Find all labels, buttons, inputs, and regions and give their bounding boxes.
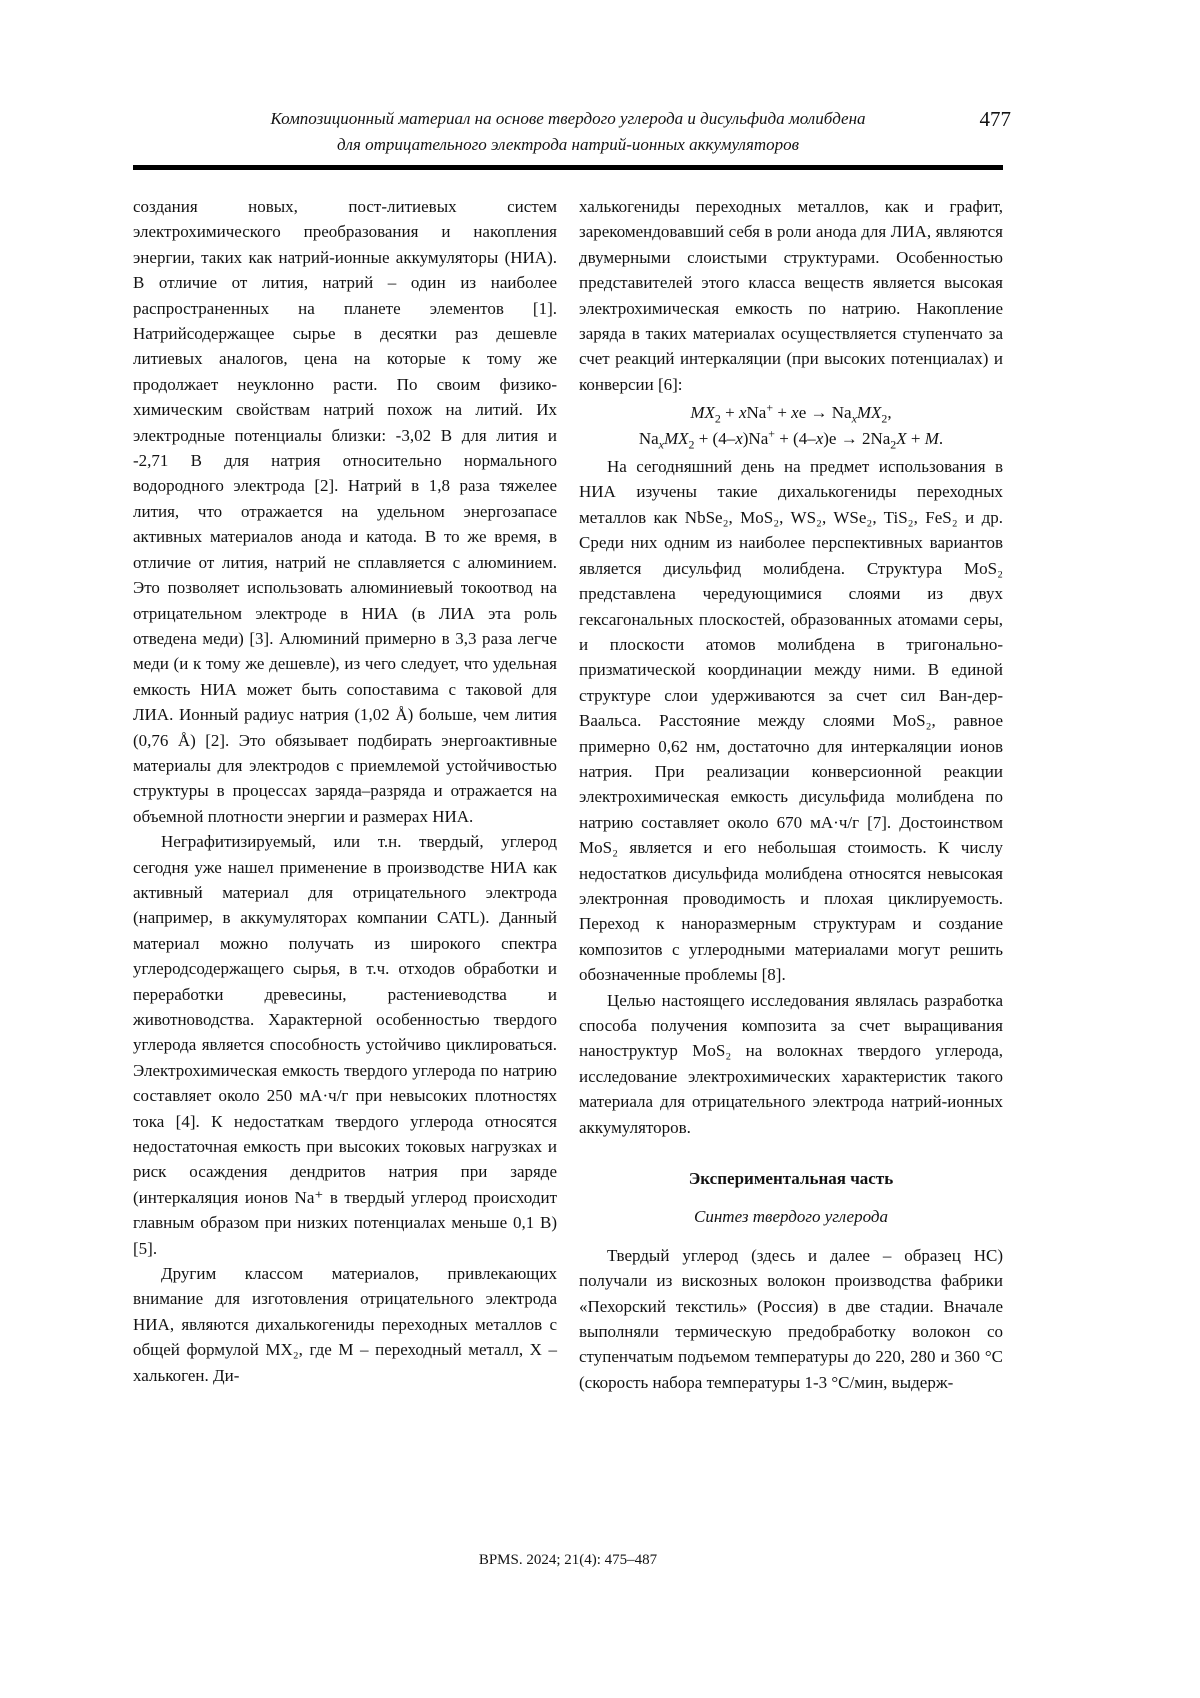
running-title-line1: Композиционный материал на основе твердого углерода и дисульфида молибдена bbox=[270, 109, 866, 128]
running-title bbox=[173, 106, 963, 157]
equation-block bbox=[579, 400, 1003, 451]
subsection-heading: Синтез твердого углерода bbox=[694, 1207, 888, 1227]
left-column bbox=[133, 194, 557, 1395]
paragraph: Целью настоящего исследования являлась разработка способа получения композита за счет выращивания наноструктур MoS₂ на волокнах твердого углерода, исследование электрохимических характеристик такого материала для отрицательного электрода натрий-ионных аккумуляторов. bbox=[579, 990, 1003, 1137]
paragraph: На сегодняшний день на предмет использования в НИА изучены такие дихалькогениды переходных металлов как NbSe₂, MoS₂, WS₂, WSe₂, TiS₂, FeS₂ и др. Среди них одним из наиболее перспективных вариантов является дисульфид молибдена. Структура MoS₂ представлена чередующимися слоями из двух гексагональных плоскостей, образованных атомами серы, и плоскости атомов молибдена в тригонально-призматической координации между ними. В единой структуре слои удерживаются за счет сил Ван-дер-Ваальса. Расстояние между слоями MoS₂, равное примерно 0,62 нм, достаточно для интеркаляции ионов натрия. При реализации конверсионной реакции электрохимическая емкость дисульфида молибдена по натрию составляет около 670 мА·ч/г [7]. Достоинством MoS₂ является и его небольшая стоимость. К числу недостатков дисульфида молибдена относятся невысокая электронная проводимость и плохая циклируемость. Переход к наноразмерным структурам и создание композитов с углеродными материалами могут решить обозначенные проблемы [8]. bbox=[579, 457, 1003, 985]
equation-line: $MX_2 + xNa^+$ + xe → $Na_xMX_2$, bbox=[690, 400, 892, 426]
right-column bbox=[579, 194, 1003, 1395]
paragraph: халькогениды переходных металлов, как и графит, зарекомендовавший себя в роли анода для ЛИА, являются двумерными слоистыми структурами. Особенностью представителей этого класса веществ является высокая электрохимическая емкость по натрию. Накопление заряда в таких материалах осуществляется ступенчато за счет реакций интеркаляции (при высоких потенциалах) и конверсии [6]: bbox=[579, 197, 1003, 394]
running-title-line2: для отрицательного электрода натрий-ионных аккумуляторов bbox=[336, 134, 800, 154]
equation-line: $Na_xMX_2 + (4-x)Na^+ + (4-x)e \to 2Na_2X + M$. bbox=[638, 426, 944, 452]
section-heading: Экспериментальная часть bbox=[688, 1169, 894, 1189]
paragraph: Неграфитизируемый, или т.н. твердый, углерод сегодня уже нашел применение в производстве НИА как активный материал для отрицательного электрода (например, в аккумуляторах компании CATL). Данный материал можно получать из широкого спектра углеродсодержащего сырья, в т.ч. отходов обработки и переработки древесины, растениеводства и животноводства. Характерной особенностью твердого углерода является способность устойчиво циклироваться. Электрохимическая емкость твердого углерода по натрию составляет около 250 мА·ч/г при невысоких плотностях тока [4]. К недостаткам твердого углерода относятся недостаточная емкость при высоких токовых нагрузках и риск осаждения дендритов натрия при заряде (интеркаляция ионов Na⁺ в твердый углерод происходит главным образом при низких потенциалах меньше 0,1 В) [5]. bbox=[133, 832, 557, 1258]
article-body bbox=[133, 194, 1003, 1395]
page-header bbox=[133, 106, 1011, 157]
paragraph: Твердый углерод (здесь и далее – образец HC) получали из вискозных волокон производства фабрики «Пехорский текстиль» (Россия) в две стадии. Вначале выполняли термическую предобработку волокон со ступенчатым подъемом температуры до 220, 280 и 360 °C (скорость набора температуры 1-3 °C/мин, выдерж- bbox=[579, 1245, 1003, 1392]
paragraph: Другим классом материалов, привлекающих внимание для изготовления отрицательного электрода НИА, являются дихалькогениды переходных металлов с общей формулой MX₂, где M – переходный металл, X – халькоген. Ди- bbox=[133, 1264, 557, 1385]
paragraph: создания новых, пост-литиевых систем электрохимического преобразования и накопления энергии, таких как натрий-ионные аккумуляторы (НИА). В отличие от лития, натрий – один из наиболее распространенных на планете элементов [1]. Натрийсодержащее сырье в десятки раз дешевле литиевых аналогов, цена на которые к тому же продолжает неуклонно расти. По своим физико-химическим свойствам натрий похож на литий. Их электродные потенциалы близки: -3,02 В для лития и -2,71 В для натрия относительно нормального водородного электрода [2]. Натрий в 1,8 раза тяжелее лития, что отражается на удельном энергозапасе активных материалов анода и катода. В то же время, в отличие от лития, натрий не сплавляется с алюминием. Это позволяет использовать алюминиевый токоотвод на отрицательном электроде в НИА (в ЛИА эта роль отведена меди) [3]. Алюминий примерно в 3,3 раза легче меди (и к тому же дешевле), из чего следует, что удельная емкость НИА может быть сопоставима с таковой для ЛИА. Ионный радиус натрия (1,02 Å) больше, чем лития (0,76 Å) [2]. Это обязывает подбирать энергоактивные материалы для электродов с приемлемой устойчивостью структуры в процессах заряда–разряда и отражается на объемной плотности энергии и размерах НИА. bbox=[133, 197, 557, 826]
page-number: 477 bbox=[979, 107, 1011, 131]
page-footer: BPMS. 2024; 21(4): 475–487 bbox=[478, 1552, 658, 1568]
header-rule bbox=[133, 165, 1003, 170]
